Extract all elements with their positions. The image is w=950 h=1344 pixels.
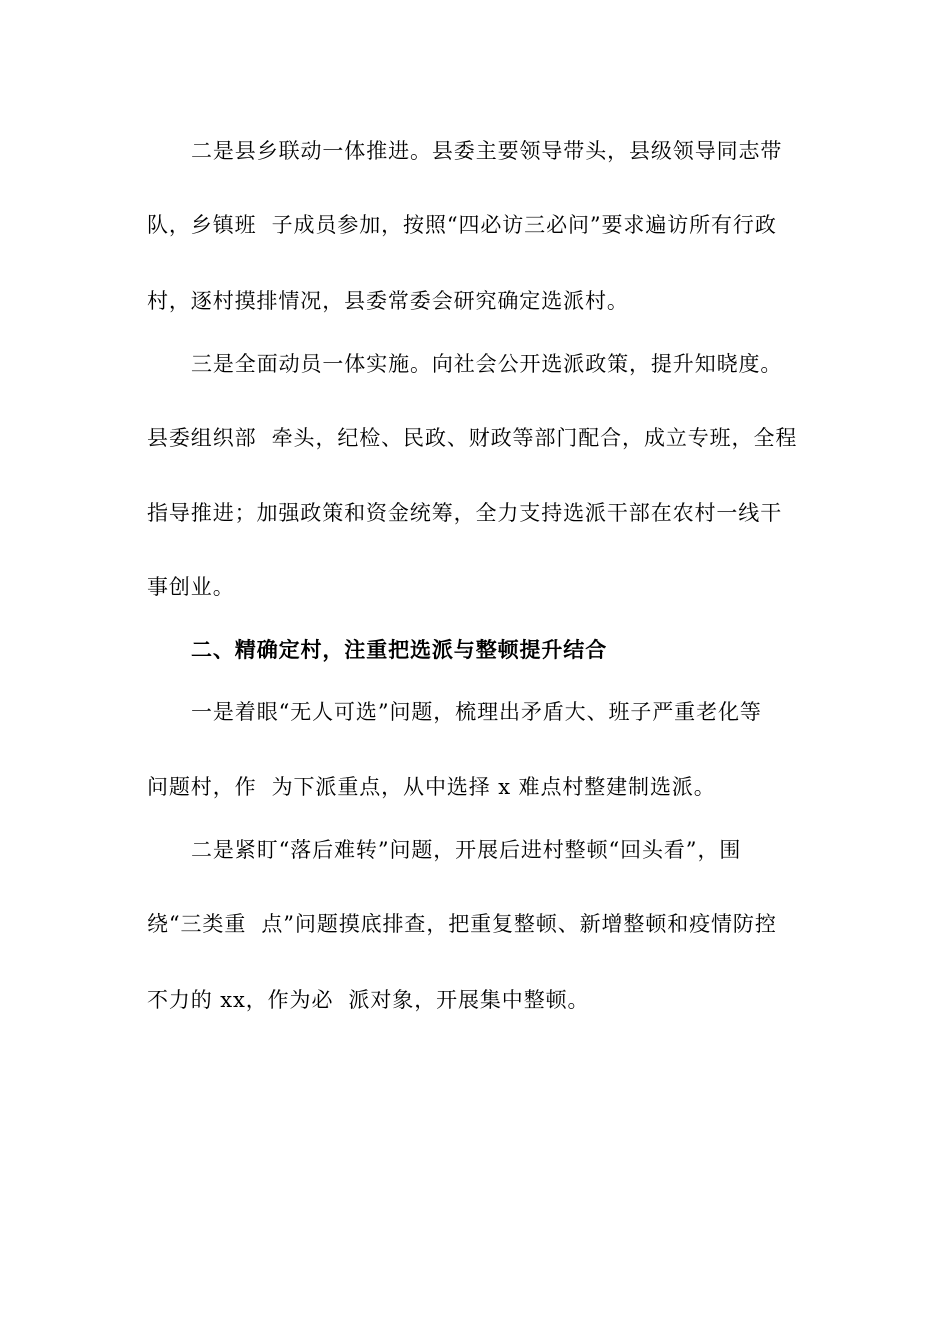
paragraph-4-line-3: 不力的 xx，作为必 派对象，开展集中整顿。 <box>147 988 590 1012</box>
paragraph-2-line-3: 指导推进；加强政策和资金统筹，全力支持选派干部在农村一线干 <box>147 501 783 525</box>
paragraph-2-line-1: 三是全面动员一体实施。向社会公开选派政策，提升知晓度。 <box>191 352 783 376</box>
paragraph-3-line-2: 问题村，作 为下派重点，从中选择 x 难点村整建制选派。 <box>147 775 716 799</box>
paragraph-4-line-2: 绕“三类重 点”问题摸底排查，把重复整顿、新增整顿和疫情防控 <box>147 912 777 936</box>
section-heading: 二、精确定村，注重把选派与整顿提升结合 <box>191 638 608 662</box>
paragraph-1-line-2: 队，乡镇班 子成员参加，按照“四必访三必问”要求遍访所有行政 <box>147 213 777 237</box>
paragraph-2-line-2: 县委组织部 牵头，纪检、民政、财政等部门配合，成立专班，全程 <box>147 426 798 450</box>
paragraph-3-line-1: 一是着眼“无人可选”问题，梳理出矛盾大、班子严重老化等 <box>191 700 762 724</box>
paragraph-1-line-3: 村，逐村摸排情况，县委常委会研究确定选派村。 <box>147 289 629 313</box>
paragraph-4-line-1: 二是紧盯“落后难转”问题，开展后进村整顿“回头看”，围 <box>191 838 742 862</box>
paragraph-2-line-4: 事创业。 <box>147 575 235 599</box>
paragraph-1-line-1: 二是县乡联动一体推进。县委主要领导带头，县级领导同志带 <box>191 139 783 163</box>
